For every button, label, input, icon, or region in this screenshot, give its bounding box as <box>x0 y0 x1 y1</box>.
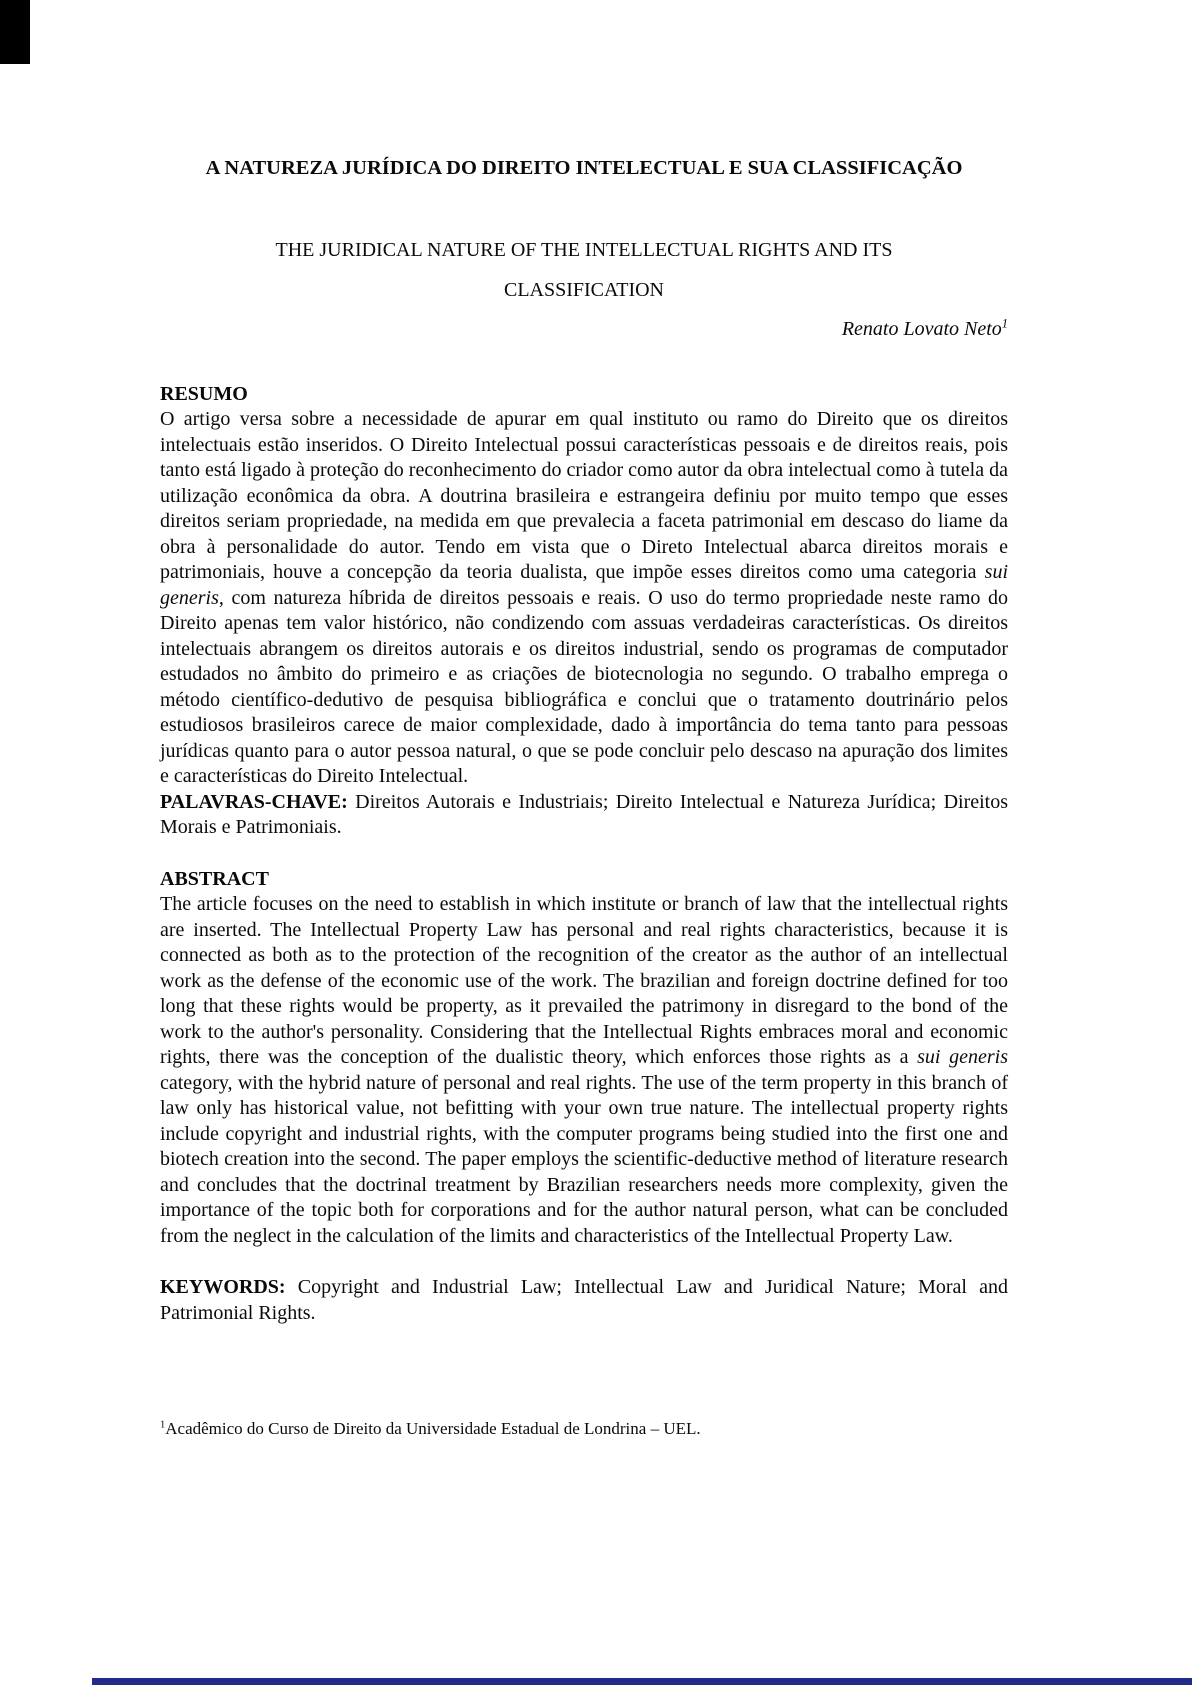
palavras-chave-line: PALAVRAS-CHAVE: Direitos Autorais e Industriais; Direito Intelectual e Natureza Jurídica; Direitos Morais e Patrimoniais. <box>160 790 1008 839</box>
scan-artifact-bottom-bar <box>92 1678 1192 1685</box>
paper-title-en <box>160 238 1008 303</box>
footnote: $^1$Acadêmico do Curso de Direito da Universidade Estadual de Londrina – UEL. <box>160 1419 701 1439</box>
abstract-body: The article focuses on the need to establish in which institute or branch of law that the intellectual rights are inserted. The Intellectual Property Law has personal and real rights characteristics, because it is connected as both as to the protection of the recognition of the creator as the author of an intellectual work as the defense of the economic use of the work. The brazilian and foreign doctrine defined for too long that these rights would be property, as it prevailed the patrimony in disregard to the bond of the work to the author's personality. Considering that the Intellectual Rights embraces moral and economic rights, there was the conception of the dualistic theory, which enforces those rights as a sui generis category, with the hybrid nature of personal and real rights. The use of the term property in this branch of law only has historical value, not befitting with your own true nature. The intellectual property rights include copyright and industrial rights, with the computer programs being studied into the first one and biotech creation into the second. The paper employs the scientific-deductive method of literature research and concludes that the doctrinal treatment by Brazilian researchers needs more complexity, given the importance of the topic both for corporations and for the author natural person, what can be concluded from the neglect in the calculation of the limits and characteristics of the Intellectual Property Law. <box>160 893 1008 1247</box>
paper-title-en-line1: THE JURIDICAL NATURE OF THE INTELLECTUAL RIGHTS AND ITS <box>275 238 893 261</box>
scan-artifact-top-left <box>0 0 30 64</box>
keywords-line: KEYWORDS: Copyright and Industrial Law; Intellectual Law and Juridical Nature; Moral and Patrimonial Rights. <box>160 1276 1008 1324</box>
abstract-heading: ABSTRACT <box>160 867 269 890</box>
resumo-body: O artigo versa sobre a necessidade de apurar em qual instituto ou ramo do Direito que os direitos intelectuais estão inseridos. O Direito Intelectual possui características pessoais e de direitos reais, pois tanto está ligado à proteção do reconhecimento do criador como autor da obra intelectual como à tutela da utilização econômica da obra. A doutrina brasileira e estrangeira definiu por muito tempo que esses direitos seriam propriedade, na medida em que prevalecia a faceta patrimonial em descaso do liame da obra à personalidade do autor. Tendo em vista que o Direto Intelectual abarca direitos morais e patrimoniais, houve a concepção da teoria dualista, que impõe esses direitos como uma categoria sui generis, com natureza híbrida de direitos pessoais e reais. O uso do termo propriedade neste ramo do Direito apenas tem valor histórico, não condizendo com assuas verdadeiras características. Os direitos intelectuais abrangem os direitos autorais e os direitos industrial, sendo os programas de computador estudados no âmbito do primeiro e as criações de biotecnologia no segundo. O trabalho emprega o método científico-dedutivo de pesquisa bibliográfica e conclui que o tratamento doutrinário pelos estudiosos brasileiros carece de maior complexidade, dado à importância do tema tanto para pessoas jurídicas quanto para o autor pessoa natural, o que se pode concluir pelo descaso na apuração dos limites e características do Direito Intelectual. <box>160 408 1008 788</box>
paper-title-pt: A NATUREZA JURÍDICA DO DIREITO INTELECTUAL E SUA CLASSIFICAÇÃO <box>205 157 963 179</box>
page-content <box>160 0 1008 1440</box>
resumo-heading: RESUMO <box>160 382 248 405</box>
author-line: Renato Lovato Neto$^1$ <box>841 315 1008 340</box>
paper-title-en-line2: CLASSIFICATION <box>503 278 665 301</box>
